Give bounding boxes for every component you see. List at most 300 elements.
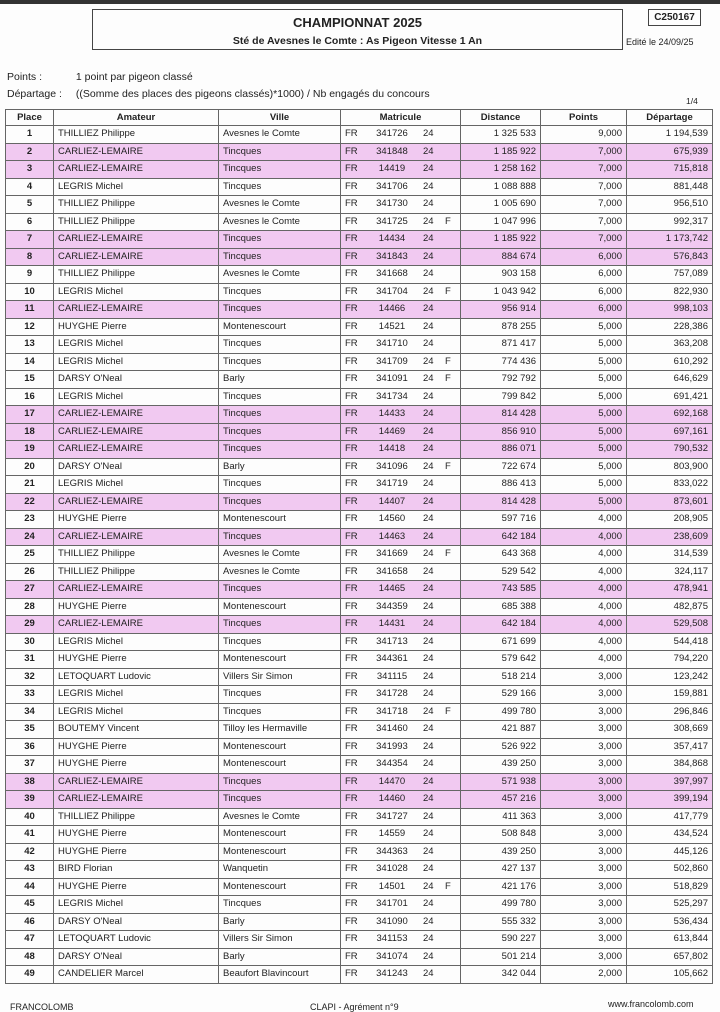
matricule-country: FR	[345, 443, 358, 454]
cell-distance: 685 388	[461, 598, 541, 616]
cell-departage: 1 194,539	[627, 126, 713, 144]
cell-points: 3,000	[541, 808, 627, 826]
cell-distance: 529 166	[461, 686, 541, 704]
cell-amateur: DARSY O'Neal	[54, 458, 219, 476]
cell-points: 5,000	[541, 476, 627, 494]
results-table	[5, 109, 713, 984]
cell-points: 5,000	[541, 493, 627, 511]
cell-amateur: THILLIEZ Philippe	[54, 213, 219, 231]
matricule-year: 24	[423, 740, 434, 752]
cell-amateur: HUYGHE Pierre	[54, 843, 219, 861]
cell-amateur: CARLIEZ-LEMAIRE	[54, 143, 219, 161]
cell-amateur: LEGRIS Michel	[54, 686, 219, 704]
cell-place: 25	[6, 546, 54, 564]
cell-place: 40	[6, 808, 54, 826]
cell-matricule	[341, 546, 461, 564]
cell-matricule	[341, 126, 461, 144]
cell-points: 7,000	[541, 213, 627, 231]
cell-departage: 482,875	[627, 598, 713, 616]
matricule-year: 24	[423, 495, 434, 507]
matricule-country: FR	[345, 530, 358, 542]
cell-matricule	[341, 231, 461, 249]
table-row	[6, 896, 713, 914]
matricule-year: 24	[423, 478, 434, 489]
matricule-country: FR	[345, 460, 358, 472]
cell-departage: 956,510	[627, 196, 713, 214]
cell-ville: Beaufort Blavincourt	[219, 966, 341, 984]
cell-ville: Tincques	[219, 248, 341, 266]
matricule-sex	[445, 966, 457, 983]
matricule-number: 341709	[376, 355, 408, 367]
table-row	[6, 476, 713, 494]
cell-place: 37	[6, 756, 54, 774]
matricule-year: 24	[423, 513, 434, 524]
cell-distance: 903 158	[461, 266, 541, 284]
cell-matricule	[341, 966, 461, 984]
cell-distance: 518 214	[461, 668, 541, 686]
matricule-number: 14431	[378, 618, 406, 629]
matricule-country: FR	[345, 565, 358, 577]
cell-points: 3,000	[541, 843, 627, 861]
cell-matricule	[341, 266, 461, 284]
table-row	[6, 336, 713, 354]
cell-place: 29	[6, 616, 54, 634]
matricule-country: FR	[345, 968, 358, 979]
cell-departage: 525,297	[627, 896, 713, 914]
cell-matricule	[341, 738, 461, 756]
matricule-year: 24	[423, 180, 434, 192]
cell-points: 4,000	[541, 511, 627, 529]
matricule-year: 24	[423, 198, 434, 209]
matricule-sex	[445, 511, 457, 528]
cell-place: 31	[6, 651, 54, 669]
cell-matricule	[341, 283, 461, 301]
cell-distance: 792 792	[461, 371, 541, 389]
cell-ville: Montenescourt	[219, 598, 341, 616]
cell-distance: 886 071	[461, 441, 541, 459]
cell-amateur: LEGRIS Michel	[54, 178, 219, 196]
matricule-year: 24	[423, 548, 434, 559]
table-row	[6, 511, 713, 529]
matricule-year: 24	[423, 250, 434, 262]
cell-points: 3,000	[541, 948, 627, 966]
matricule-sex	[445, 599, 457, 616]
table-row	[6, 651, 713, 669]
cell-ville: Montenescourt	[219, 511, 341, 529]
cell-place: 35	[6, 721, 54, 739]
cell-points: 3,000	[541, 913, 627, 931]
cell-amateur: HUYGHE Pierre	[54, 738, 219, 756]
cell-points: 4,000	[541, 651, 627, 669]
matricule-number: 341153	[376, 933, 408, 944]
matricule-year: 24	[423, 425, 434, 437]
cell-amateur: CARLIEZ-LEMAIRE	[54, 406, 219, 424]
cell-points: 5,000	[541, 441, 627, 459]
cell-distance: 439 250	[461, 756, 541, 774]
cell-ville: Montenescourt	[219, 843, 341, 861]
matricule-number: 341669	[376, 548, 408, 559]
cell-departage: 675,939	[627, 143, 713, 161]
cell-departage: 881,448	[627, 178, 713, 196]
table-row	[6, 388, 713, 406]
matricule-country: FR	[345, 583, 358, 594]
table-row	[6, 861, 713, 879]
cell-matricule	[341, 406, 461, 424]
cell-matricule	[341, 843, 461, 861]
cell-matricule	[341, 353, 461, 371]
cell-amateur: LEGRIS Michel	[54, 283, 219, 301]
points-info	[7, 71, 193, 83]
cell-departage: 478,941	[627, 581, 713, 599]
cell-ville: Avesnes le Comte	[219, 546, 341, 564]
cell-ville: Tincques	[219, 528, 341, 546]
cell-place: 3	[6, 161, 54, 179]
table-row	[6, 581, 713, 599]
cell-matricule	[341, 301, 461, 319]
matricule-number: 341993	[376, 740, 408, 752]
matricule-country: FR	[345, 775, 358, 787]
matricule-number: 341725	[376, 215, 408, 227]
matricule-year: 24	[423, 810, 434, 822]
table-row	[6, 843, 713, 861]
matricule-year: 24	[423, 635, 434, 647]
cell-ville: Barly	[219, 913, 341, 931]
matricule-year: 24	[423, 758, 434, 769]
cell-amateur: LEGRIS Michel	[54, 336, 219, 354]
matricule-country: FR	[345, 373, 358, 384]
cell-departage: 238,609	[627, 528, 713, 546]
cell-departage: 159,881	[627, 686, 713, 704]
cell-distance: 774 436	[461, 353, 541, 371]
cell-matricule	[341, 248, 461, 266]
cell-points: 3,000	[541, 791, 627, 809]
cell-points: 7,000	[541, 196, 627, 214]
cell-ville: Tincques	[219, 353, 341, 371]
points-value: 1 point par pigeon classé	[75, 71, 193, 83]
cell-matricule	[341, 371, 461, 389]
cell-ville: Montenescourt	[219, 878, 341, 896]
cell-matricule	[341, 161, 461, 179]
cell-points: 3,000	[541, 721, 627, 739]
matricule-country: FR	[345, 513, 358, 524]
matricule-country: FR	[345, 845, 358, 857]
matricule-country: FR	[345, 198, 358, 209]
cell-distance: 1 088 888	[461, 178, 541, 196]
matricule-year: 24	[423, 915, 434, 927]
matricule-number: 14470	[378, 775, 406, 787]
cell-matricule	[341, 143, 461, 161]
cell-departage: 1 173,742	[627, 231, 713, 249]
cell-place: 2	[6, 143, 54, 161]
cell-departage: 992,317	[627, 213, 713, 231]
matricule-sex	[445, 809, 457, 826]
cell-points: 3,000	[541, 861, 627, 879]
matricule-sex: F	[445, 460, 451, 472]
cell-points: 3,000	[541, 668, 627, 686]
cell-ville: Barly	[219, 948, 341, 966]
cell-points: 4,000	[541, 546, 627, 564]
cell-amateur: DARSY O'Neal	[54, 948, 219, 966]
cell-amateur: THILLIEZ Philippe	[54, 196, 219, 214]
matricule-country: FR	[345, 285, 358, 297]
footer-center: CLAPI - Agrément n°9	[310, 1002, 399, 1012]
matricule-year: 24	[423, 863, 434, 874]
matricule-country: FR	[345, 688, 358, 699]
matricule-year: 24	[423, 828, 434, 839]
cell-matricule	[341, 563, 461, 581]
cell-departage: 610,292	[627, 353, 713, 371]
matricule-number: 341243	[376, 968, 408, 979]
matricule-country: FR	[345, 250, 358, 262]
table-row	[6, 773, 713, 791]
matricule-year: 24	[423, 320, 434, 332]
cell-place: 18	[6, 423, 54, 441]
cell-ville: Tincques	[219, 388, 341, 406]
cell-matricule	[341, 651, 461, 669]
title-box	[92, 9, 623, 50]
matricule-country: FR	[345, 408, 358, 419]
matricule-number: 341668	[376, 268, 408, 279]
matricule-country: FR	[345, 828, 358, 839]
matricule-number: 14559	[378, 828, 406, 839]
table-row	[6, 161, 713, 179]
table-row	[6, 633, 713, 651]
matricule-sex	[445, 494, 457, 511]
cell-departage: 123,242	[627, 668, 713, 686]
cell-amateur: THILLIEZ Philippe	[54, 546, 219, 564]
cell-matricule	[341, 913, 461, 931]
matricule-year: 24	[423, 705, 434, 717]
matricule-number: 14466	[378, 303, 406, 314]
matricule-year: 24	[423, 233, 434, 244]
cell-departage: 314,539	[627, 546, 713, 564]
matricule-sex	[445, 844, 457, 861]
table-row	[6, 266, 713, 284]
matricule-country: FR	[345, 723, 358, 734]
table-row	[6, 966, 713, 984]
matricule-country: FR	[345, 425, 358, 437]
matricule-number: 14407	[378, 495, 406, 507]
cell-distance: 499 780	[461, 703, 541, 721]
cell-departage: 803,900	[627, 458, 713, 476]
cell-matricule	[341, 423, 461, 441]
table-row	[6, 563, 713, 581]
cell-points: 5,000	[541, 336, 627, 354]
cell-amateur: CARLIEZ-LEMAIRE	[54, 423, 219, 441]
matricule-country: FR	[345, 618, 358, 629]
cell-points: 7,000	[541, 161, 627, 179]
cell-amateur: CARLIEZ-LEMAIRE	[54, 441, 219, 459]
cell-points: 9,000	[541, 126, 627, 144]
table-header	[6, 110, 713, 126]
matricule-sex	[445, 581, 457, 598]
cell-distance: 555 332	[461, 913, 541, 931]
cell-place: 23	[6, 511, 54, 529]
cell-distance: 411 363	[461, 808, 541, 826]
cell-amateur: CARLIEZ-LEMAIRE	[54, 231, 219, 249]
cell-amateur: CARLIEZ-LEMAIRE	[54, 791, 219, 809]
cell-points: 5,000	[541, 388, 627, 406]
matricule-country: FR	[345, 338, 358, 349]
matricule-country: FR	[345, 758, 358, 769]
table-row	[6, 458, 713, 476]
cell-ville: Tincques	[219, 441, 341, 459]
matricule-year: 24	[423, 880, 434, 892]
cell-points: 3,000	[541, 826, 627, 844]
matricule-number: 341074	[376, 950, 408, 962]
matricule-number: 341658	[376, 565, 408, 577]
cell-departage: 822,930	[627, 283, 713, 301]
matricule-country: FR	[345, 215, 358, 227]
cell-departage: 397,997	[627, 773, 713, 791]
cell-matricule	[341, 458, 461, 476]
cell-place: 22	[6, 493, 54, 511]
cell-distance: 342 044	[461, 966, 541, 984]
cell-amateur: DARSY O'Neal	[54, 913, 219, 931]
table-row	[6, 703, 713, 721]
matricule-year: 24	[423, 618, 434, 629]
cell-amateur: HUYGHE Pierre	[54, 878, 219, 896]
matricule-country: FR	[345, 880, 358, 892]
cell-matricule	[341, 826, 461, 844]
table-row	[6, 738, 713, 756]
matricule-country: FR	[345, 810, 358, 822]
matricule-number: 341704	[376, 285, 408, 297]
cell-departage: 363,208	[627, 336, 713, 354]
cell-place: 39	[6, 791, 54, 809]
cell-place: 24	[6, 528, 54, 546]
cell-points: 3,000	[541, 686, 627, 704]
cell-matricule	[341, 773, 461, 791]
cell-place: 17	[6, 406, 54, 424]
matricule-number: 14501	[378, 880, 406, 892]
departage-label: Départage :	[7, 88, 62, 100]
cell-matricule	[341, 948, 461, 966]
matricule-number: 341706	[376, 180, 408, 192]
cell-matricule	[341, 756, 461, 774]
cell-ville: Montenescourt	[219, 756, 341, 774]
matricule-country: FR	[345, 600, 358, 612]
matricule-number: 341734	[376, 390, 408, 402]
matricule-number: 341096	[376, 460, 408, 472]
cell-place: 11	[6, 301, 54, 319]
matricule-year: 24	[423, 390, 434, 402]
cell-ville: Tincques	[219, 476, 341, 494]
cell-distance: 499 780	[461, 896, 541, 914]
cell-ville: Tincques	[219, 423, 341, 441]
cell-amateur: CARLIEZ-LEMAIRE	[54, 581, 219, 599]
footer-left: FRANCOLOMB	[10, 1002, 74, 1012]
cell-matricule	[341, 213, 461, 231]
cell-place: 32	[6, 668, 54, 686]
matricule-sex	[445, 424, 457, 441]
cell-distance: 722 674	[461, 458, 541, 476]
table-row	[6, 931, 713, 949]
matricule-country: FR	[345, 303, 358, 314]
matricule-year: 24	[423, 583, 434, 594]
cell-place: 14	[6, 353, 54, 371]
cell-place: 1	[6, 126, 54, 144]
cell-matricule	[341, 528, 461, 546]
matricule-number: 344363	[376, 845, 408, 857]
top-edge	[0, 0, 720, 4]
matricule-year: 24	[423, 128, 434, 139]
cell-ville: Tincques	[219, 283, 341, 301]
col-header-departage: Départage	[627, 110, 713, 126]
matricule-sex: F	[445, 373, 451, 384]
cell-distance: 1 185 922	[461, 143, 541, 161]
table-row	[6, 423, 713, 441]
matricule-year: 24	[423, 530, 434, 542]
cell-ville: Barly	[219, 458, 341, 476]
cell-departage: 308,669	[627, 721, 713, 739]
cell-place: 34	[6, 703, 54, 721]
cell-place: 20	[6, 458, 54, 476]
cell-distance: 526 922	[461, 738, 541, 756]
cell-matricule	[341, 808, 461, 826]
cell-place: 10	[6, 283, 54, 301]
cell-matricule	[341, 633, 461, 651]
matricule-country: FR	[345, 863, 358, 874]
cell-ville: Barly	[219, 371, 341, 389]
departage-info	[7, 88, 430, 100]
cell-departage: 502,860	[627, 861, 713, 879]
cell-distance: 501 214	[461, 948, 541, 966]
cell-ville: Tincques	[219, 231, 341, 249]
edit-date: Edité le 24/09/25	[626, 37, 694, 47]
cell-departage: 692,168	[627, 406, 713, 424]
cell-amateur: CARLIEZ-LEMAIRE	[54, 248, 219, 266]
matricule-country: FR	[345, 793, 358, 804]
col-header-place: Place	[6, 110, 54, 126]
cell-points: 5,000	[541, 318, 627, 336]
cell-distance: 884 674	[461, 248, 541, 266]
matricule-year: 24	[423, 285, 434, 297]
matricule-number: 341090	[376, 915, 408, 927]
matricule-number: 341848	[376, 145, 408, 157]
cell-amateur: CARLIEZ-LEMAIRE	[54, 528, 219, 546]
cell-distance: 643 368	[461, 546, 541, 564]
matricule-country: FR	[345, 180, 358, 192]
document-code: C250167	[648, 9, 701, 26]
table-row	[6, 791, 713, 809]
matricule-country: FR	[345, 145, 358, 157]
cell-departage: 697,161	[627, 423, 713, 441]
table-row	[6, 371, 713, 389]
cell-matricule	[341, 861, 461, 879]
matricule-sex	[445, 634, 457, 651]
matricule-sex: F	[445, 705, 451, 717]
matricule-country: FR	[345, 233, 358, 244]
cell-distance: 1 325 533	[461, 126, 541, 144]
cell-matricule	[341, 196, 461, 214]
cell-points: 4,000	[541, 598, 627, 616]
matricule-country: FR	[345, 653, 358, 664]
table-row	[6, 126, 713, 144]
cell-ville: Villers Sir Simon	[219, 931, 341, 949]
cell-amateur: LETOQUART Ludovic	[54, 931, 219, 949]
cell-departage: 105,662	[627, 966, 713, 984]
cell-departage: 399,194	[627, 791, 713, 809]
matricule-country: FR	[345, 915, 358, 927]
cell-distance: 571 938	[461, 773, 541, 791]
cell-matricule	[341, 336, 461, 354]
cell-distance: 427 137	[461, 861, 541, 879]
matricule-number: 14469	[378, 425, 406, 437]
cell-amateur: BIRD Florian	[54, 861, 219, 879]
cell-departage: 576,843	[627, 248, 713, 266]
cell-departage: 998,103	[627, 301, 713, 319]
